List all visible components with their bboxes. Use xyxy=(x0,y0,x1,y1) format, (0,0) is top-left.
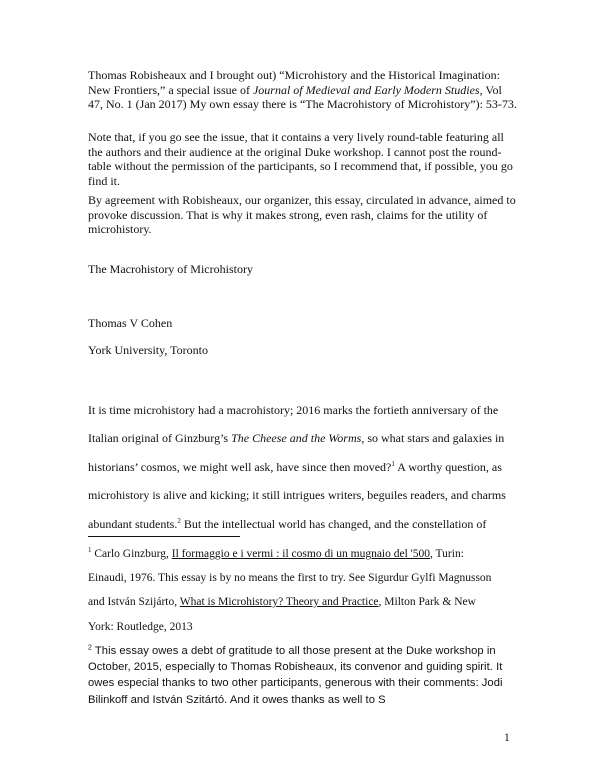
ginzburg-book-title: Il formaggio e i vermi : il cosmo di un mugnaio del '500 xyxy=(171,548,431,560)
intro-1-line-2-a: New Frontiers,” a special issue of xyxy=(88,82,253,97)
footnote-1-line-3-a: and István Szijárto, xyxy=(88,596,180,609)
intro-2-line-1: Note that, if you go see the issue, that it contains a very lively round-table featuring all xyxy=(88,130,504,144)
journal-title: Journal of Medieval and Early Modern Studies xyxy=(252,82,480,97)
footnote-1-number: 1 xyxy=(88,546,92,555)
body-line-3-a: historians’ cosmos, we might well ask, have since then moved? xyxy=(88,459,392,474)
author-affiliation: York University, Toronto xyxy=(88,343,208,357)
intro-1-line-2-b: , Vol xyxy=(479,82,502,97)
intro-paragraph-1 xyxy=(88,68,528,112)
intro-2-line-4: find it. xyxy=(88,173,120,188)
body-line-1: It is time microhistory had a macrohistory; 2016 marks the fortieth anniversary of the xyxy=(88,403,499,417)
footnote-1-line-1-a: Carlo Ginzburg, xyxy=(91,548,172,560)
footnote-1-line-3-b: , Milton Park & New xyxy=(378,596,476,609)
body-line-2-a: Italian original of Ginzburg’s xyxy=(88,431,232,446)
intro-1-line-3: 47, No. 1 (Jan 2017) My own essay there is “The Macrohistory of Microhistory”): 53-73. xyxy=(88,97,517,112)
footnote-2-number: 2 xyxy=(88,644,92,652)
intro-2-line-3: table without the permission of the participants, so I recommend that, if possible, you go xyxy=(88,159,513,174)
footnote-separator xyxy=(88,536,240,537)
book-title: The Cheese and the Worms xyxy=(231,431,362,446)
body-line-3-b: A worthy question, as xyxy=(394,459,502,474)
intro-paragraph-3 xyxy=(88,193,528,237)
footnote-1-line-1 xyxy=(88,542,528,566)
essay-title: The Macrohistory of Microhistory xyxy=(88,262,253,276)
body-line-3 xyxy=(88,453,528,481)
body-line-5 xyxy=(88,510,528,538)
intro-3-line-2: provoke discussion. That is why it makes strong, even rash, claims for the utility of xyxy=(88,207,488,222)
body-line-5-b: But the intellectual world has changed, and the constellation of xyxy=(180,516,487,531)
footnote-1-line-4: York: Routledge, 2013 xyxy=(88,620,193,633)
footnote-1-line-1-b: , Turin: xyxy=(430,548,464,560)
footnote-2-line-4: Bilinkoff and István Szitártó. And it owes thanks as well to S xyxy=(88,693,386,706)
body-line-2-b: , so what stars and galaxies in xyxy=(361,431,505,446)
footnote-1-line-3 xyxy=(88,590,528,614)
intro-2-line-2: the authors and their audience at the original Duke workshop. I cannot post the round- xyxy=(88,144,502,159)
body-line-2 xyxy=(88,424,528,452)
footnote-ref-2[interactable]: 2 xyxy=(177,516,181,525)
body-paragraph xyxy=(88,396,528,538)
footnote-2-line-2: October, 2015, especially to Thomas Robisheaux, its convenor and guiding spirit. It xyxy=(88,661,503,674)
page-number: 1 xyxy=(504,732,510,744)
footnote-1 xyxy=(88,542,528,639)
body-line-5-a: abundant students. xyxy=(88,516,178,531)
intro-1-line-1: Thomas Robisheaux and I brought out) “Microhistory and the Historical Imagination: xyxy=(88,68,500,82)
footnote-2-line-3: owes especial thanks to two other participants, generous with their comments: Jodi xyxy=(88,677,503,690)
footnote-2 xyxy=(88,643,528,708)
footnote-1-line-2: Einaudi, 1976. This essay is by no means the first to try. See Sigurdur Gylfi Magnusson xyxy=(88,572,492,585)
microhistory-book-title: What is Microhistory? Theory and Practice xyxy=(179,596,379,609)
footnote-2-line-1 xyxy=(88,643,528,659)
footnote-2-line-1-text: This essay owes a debt of gratitude to all those present at the Duke workshop in xyxy=(91,645,496,657)
intro-1-line-2 xyxy=(88,83,528,98)
intro-paragraph-2 xyxy=(88,130,528,188)
intro-3-line-3: microhistory. xyxy=(88,222,152,237)
author-name: Thomas V Cohen xyxy=(88,316,173,330)
body-line-4: microhistory is alive and kicking; it still intrigues writers, beguiles readers, and charms xyxy=(88,488,506,503)
footnote-ref-1[interactable]: 1 xyxy=(391,459,395,468)
intro-3-line-1: By agreement with Robisheaux, our organizer, this essay, circulated in advance, aimed to xyxy=(88,193,516,207)
